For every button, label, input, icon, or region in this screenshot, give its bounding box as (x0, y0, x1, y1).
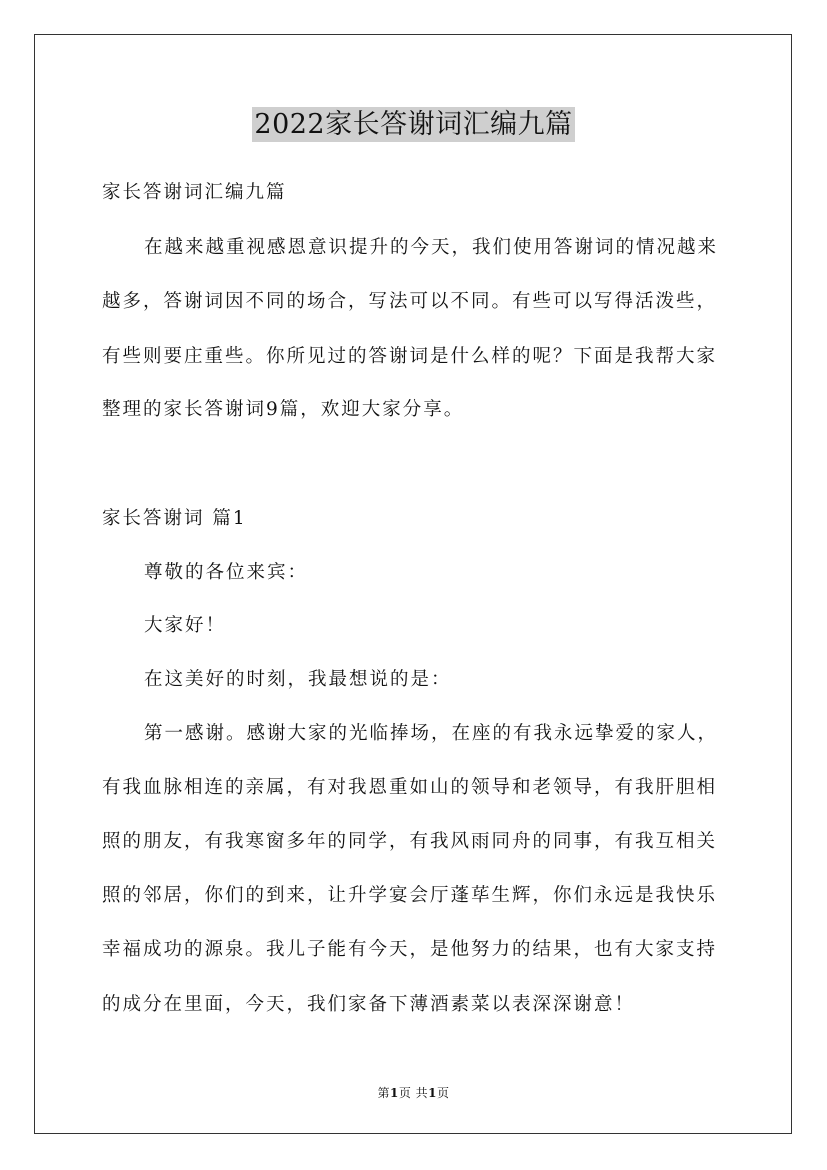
hello: 大家好！ (144, 615, 227, 636)
body-line-4: 照的邻居，你们的到来，让升学宴会厅蓬荜生辉，你们永远是我快乐 (102, 885, 718, 906)
footer-page-mid: 页 共 (398, 1086, 429, 1100)
footer-page-total: 1 (428, 1086, 438, 1100)
document-title-wrap (0, 102, 827, 141)
body-line-5: 幸福成功的源泉。我儿子能有今天，是他努力的结果，也有大家支持 (102, 939, 718, 960)
body-line-2: 有我血脉相连的亲属，有对我恩重如山的领导和老领导，有我肝胆相 (102, 777, 718, 798)
footer-page-prefix: 第 (377, 1086, 390, 1100)
document-title: 2022家长答谢词汇编九篇 (254, 109, 573, 140)
intro-line-4: 整理的家长答谢词9篇，欢迎大家分享。 (102, 399, 465, 420)
intro-line-3: 有些则要庄重些。你所见过的答谢词是什么样的呢？下面是我帮大家 (102, 346, 718, 367)
section-heading: 家长答谢词 篇1 (102, 508, 247, 529)
body-line-1: 第一感谢。感谢大家的光临捧场，在座的有我永远挚爱的家人， (144, 723, 719, 744)
footer-page-number: 1 (389, 1086, 399, 1100)
body-line-3: 照的朋友，有我寒窗多年的同学，有我风雨同舟的同事，有我互相关 (102, 831, 718, 852)
body-line-6: 的成分在里面，今天，我们家备下薄酒素菜以表深深谢意！ (102, 994, 636, 1015)
intro-line-2: 越多，答谢词因不同的场合，写法可以不同。有些可以写得活泼些， (102, 291, 718, 312)
greeting: 尊敬的各位来宾： (144, 562, 309, 583)
page-footer (0, 1084, 827, 1101)
statement: 在这美好的时刻，我最想说的是： (144, 669, 452, 690)
document-subtitle: 家长答谢词汇编九篇 (102, 182, 287, 203)
footer-page-suffix: 页 (437, 1086, 450, 1100)
intro-line-1: 在越来越重视感恩意识提升的今天，我们使用答谢词的情况越来 (144, 237, 719, 258)
